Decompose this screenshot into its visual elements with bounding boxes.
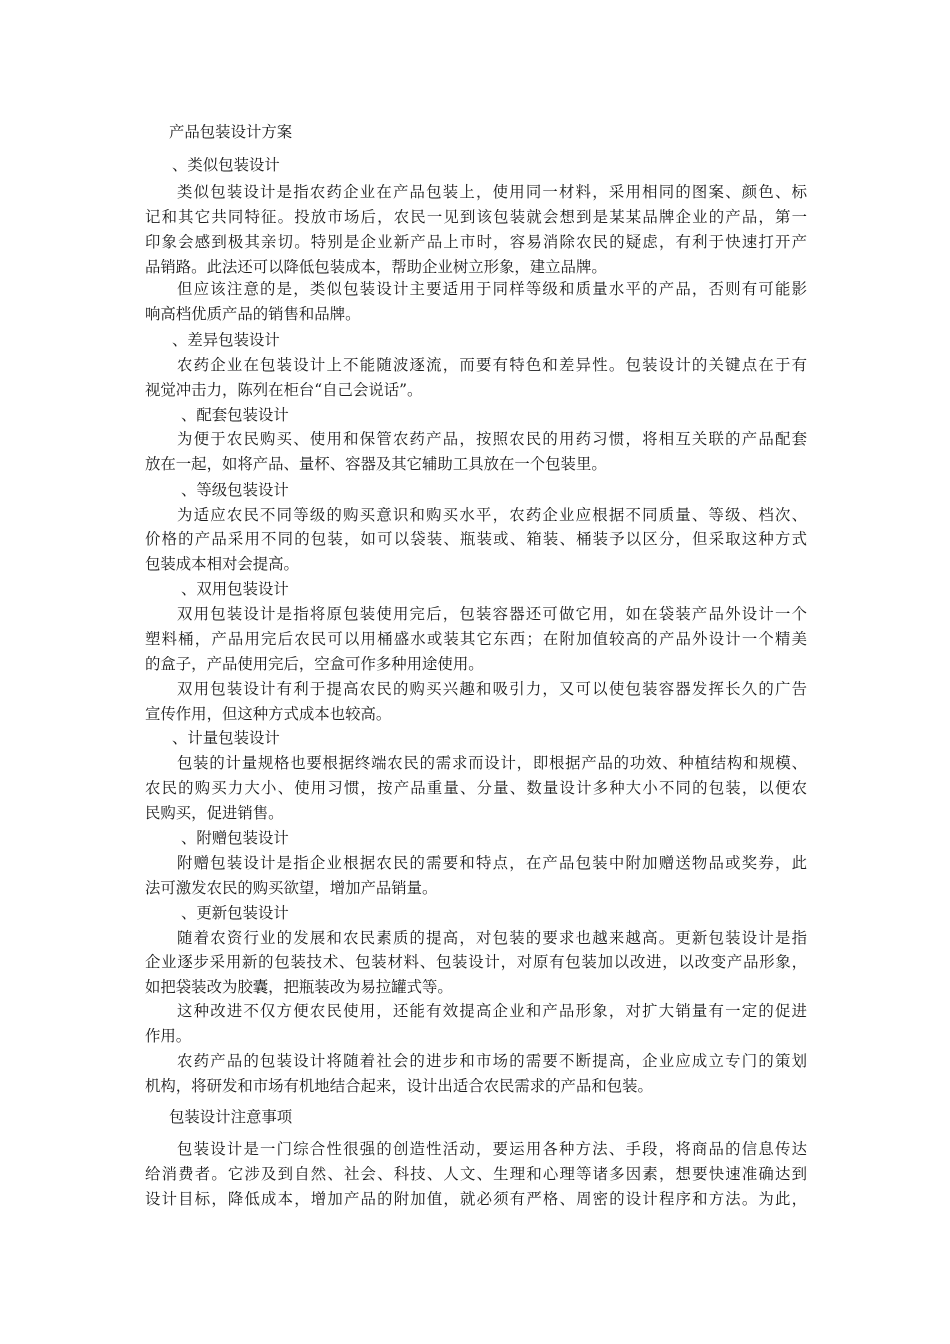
paragraph-line: 民购买，促进销售。 <box>145 804 284 822</box>
paragraph-line: 类似包装设计是指农药企业在产品包装上，使用同一材料，采用相同的图案、颜色、标 <box>177 183 807 201</box>
paragraph-line: 这种改进不仅方便农民使用，还能有效提高企业和产品形象，对扩大销量有一定的促进 <box>177 1002 807 1020</box>
paragraph-line: 响高档优质产品的销售和品牌。 <box>145 305 361 323</box>
paragraph-line: 宣传作用，但这种方式成本也较高。 <box>145 705 392 723</box>
section-heading: 、计量包装设计 <box>172 729 280 747</box>
section-title: 包装设计注意事项 <box>169 1108 293 1126</box>
paragraph-line: 企业逐步采用新的包装技术、包装材料、包装设计，对原有包装加以改进，以改变产品形象， <box>145 953 807 971</box>
paragraph-line: 包装的计量规格也要根据终端农民的需求而设计，即根据产品的功效、种植结构和规模、 <box>177 754 807 772</box>
paragraph-line: 附赠包装设计是指企业根据农民的需要和特点，在产品包装中附加赠送物品或奖券，此 <box>177 854 807 872</box>
paragraph-line: 农民的购买力大小、使用习惯，按产品重量、分量、数量设计多种大小不同的包装，以便农 <box>145 779 807 797</box>
section-heading: 、等级包装设计 <box>181 481 289 499</box>
paragraph-line: 给消费者。它涉及到自然、社会、科技、人文、生理和心理等诸多因素，想要快速准确达到 <box>145 1165 807 1183</box>
paragraph-line: 塑料桶，产品用完后农民可以用桶盛水或装其它东西；在附加值较高的产品外设计一个精美 <box>145 630 807 648</box>
section-heading: 、差异包装设计 <box>172 331 280 349</box>
paragraph-line: 视觉冲击力，陈列在柜台“自己会说话”。 <box>145 381 423 399</box>
paragraph-line: 双用包装设计有利于提高农民的购买兴趣和吸引力，又可以使包装容器发挥长久的广告 <box>177 680 807 698</box>
paragraph-line: 记和其它共同特征。投放市场后，农民一见到该包装就会想到是某某品牌企业的产品，第一 <box>145 208 807 226</box>
section-heading: 、配套包装设计 <box>181 406 289 424</box>
paragraph-line: 印象会感到极其亲切。特别是企业新产品上市时，容易消除农民的疑虑，有利于快速打开产 <box>145 233 807 251</box>
section-heading: 、附赠包装设计 <box>181 829 289 847</box>
paragraph-line: 农药企业在包装设计上不能随波逐流，而要有特色和差异性。包装设计的关键点在于有 <box>177 356 807 374</box>
paragraph-line: 包装成本相对会提高。 <box>145 555 299 573</box>
paragraph-line: 如把袋装改为胶囊，把瓶装改为易拉罐式等。 <box>145 978 453 996</box>
document-title: 产品包装设计方案 <box>169 123 293 141</box>
paragraph-line: 双用包装设计是指将原包装使用完后，包装容器还可做它用，如在袋装产品外设计一个 <box>177 605 807 623</box>
section-heading: 、类似包装设计 <box>172 156 280 174</box>
paragraph-line: 价格的产品采用不同的包装，如可以袋装、瓶装或、箱装、桶装予以区分，但采取这种方式 <box>145 530 807 548</box>
paragraph-line: 但应该注意的是，类似包装设计主要适用于同样等级和质量水平的产品，否则有可能影 <box>177 280 807 298</box>
paragraph-line: 的盒子，产品使用完后，空盒可作多种用途使用。 <box>145 655 484 673</box>
paragraph-line: 随着农资行业的发展和农民素质的提高，对包装的要求也越来越高。更新包装设计是指 <box>177 929 807 947</box>
paragraph-line: 为便于农民购买、使用和保管农药产品，按照农民的用药习惯，将相互关联的产品配套 <box>177 430 807 448</box>
paragraph-line: 包装设计是一门综合性很强的创造性活动，要运用各种方法、手段，将商品的信息传达 <box>177 1140 807 1158</box>
paragraph-line: 放在一起，如将产品、量杯、容器及其它辅助工具放在一个包装里。 <box>145 455 607 473</box>
paragraph-line: 法可激发农民的购买欲望，增加产品销量。 <box>145 879 438 897</box>
paragraph-line: 农药产品的包装设计将随着社会的进步和市场的需要不断提高，企业应成立专门的策划 <box>177 1052 807 1070</box>
paragraph-line: 品销路。此法还可以降低包装成本，帮助企业树立形象，建立品牌。 <box>145 258 607 276</box>
section-heading: 、双用包装设计 <box>181 580 289 598</box>
paragraph-line: 为适应农民不同等级的购买意识和购买水平，农药企业应根据不同质量、等级、档次、 <box>177 506 807 524</box>
paragraph-line: 机构，将研发和市场有机地结合起来，设计出适合农民需求的产品和包装。 <box>145 1077 653 1095</box>
paragraph-line: 作用。 <box>145 1027 192 1045</box>
paragraph-line: 设计目标，降低成本，增加产品的附加值，就必须有严格、周密的设计程序和方法。为此， <box>145 1190 807 1208</box>
section-heading: 、更新包装设计 <box>181 904 289 922</box>
